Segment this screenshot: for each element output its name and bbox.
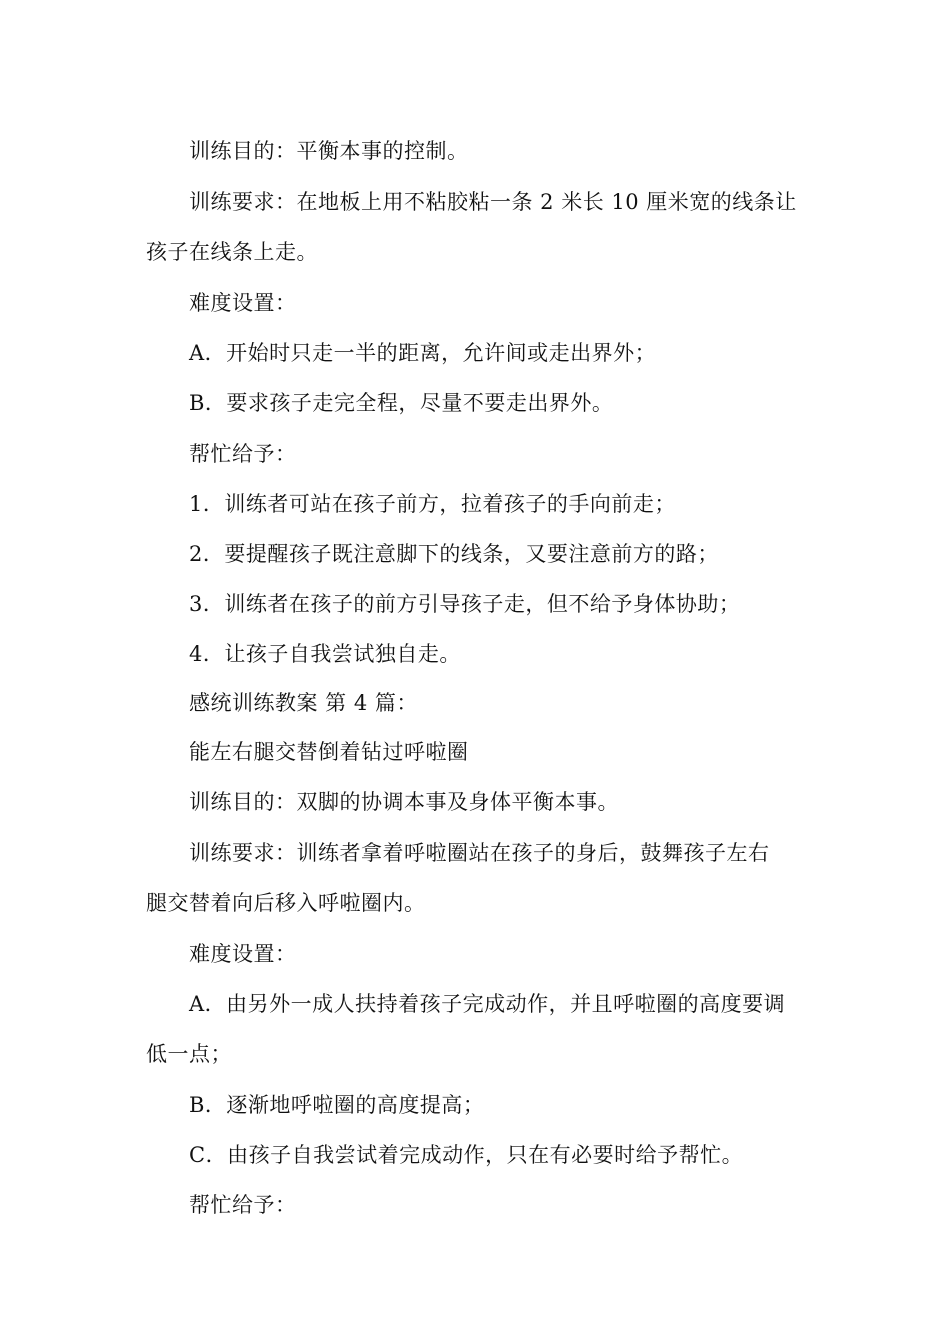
list-item-difficulty-a-2-cont: 低一点； (146, 1042, 232, 1066)
list-item-help-2: 2．要提醒孩子既注意脚下的线条，又要注意前方的路； (189, 542, 719, 566)
paragraph-training-goal-1: 训练目的：平衡本事的控制。 (189, 139, 469, 163)
paragraph-training-requirement-1-cont: 孩子在线条上走。 (146, 240, 318, 264)
list-item-help-4: 4．让孩子自我尝试独自走。 (189, 642, 461, 666)
paragraph-training-requirement-1: 训练要求：在地板上用不粘胶粘一条 2 米长 10 厘米宽的线条让 (189, 190, 797, 214)
list-item-difficulty-a-1: A．开始时只走一半的距离，允许间或走出界外； (189, 341, 657, 365)
list-item-difficulty-c-2: C．由孩子自我尝试着完成动作，只在有必要时给予帮忙。 (189, 1143, 744, 1167)
heading-difficulty-2: 难度设置： (189, 942, 297, 966)
section-subtitle: 能左右腿交替倒着钻过呼啦圈 (189, 740, 469, 764)
list-item-help-3: 3．训练者在孩子的前方引导孩子走，但不给予身体协助； (189, 592, 741, 616)
list-item-difficulty-b-1: B．要求孩子走完全程，尽量不要走出界外。 (189, 391, 614, 415)
heading-help-2: 帮忙给予： (189, 1193, 297, 1217)
list-item-difficulty-b-2: B．逐渐地呼啦圈的高度提高； (189, 1093, 485, 1117)
list-item-difficulty-a-2: A．由另外一成人扶持着孩子完成动作，并且呼啦圈的高度要调 (189, 992, 786, 1016)
list-item-help-1: 1．训练者可站在孩子前方，拉着孩子的手向前走； (189, 492, 676, 516)
paragraph-training-requirement-2-cont: 腿交替着向后移入呼啦圈内。 (146, 891, 426, 915)
paragraph-training-goal-2: 训练目的：双脚的协调本事及身体平衡本事。 (189, 790, 619, 814)
paragraph-training-requirement-2: 训练要求：训练者拿着呼啦圈站在孩子的身后，鼓舞孩子左右 (189, 841, 770, 865)
heading-help-1: 帮忙给予： (189, 442, 297, 466)
section-title: 感统训练教案 第 4 篇： (189, 691, 418, 715)
heading-difficulty-1: 难度设置： (189, 291, 297, 315)
